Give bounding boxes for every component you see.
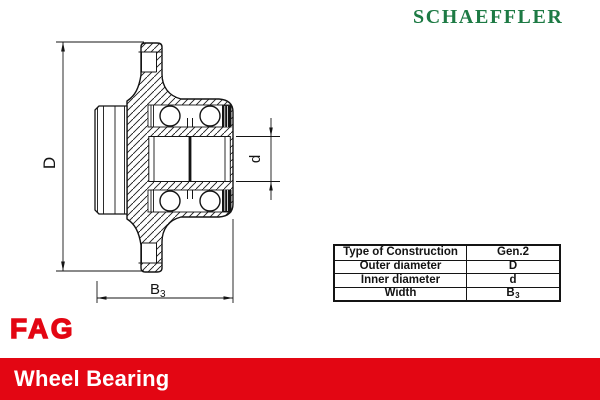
footer-bar [0, 358, 600, 400]
table-row [335, 273, 559, 287]
spec-label: Outer diameter [335, 261, 467, 274]
spec-value [467, 288, 559, 301]
label-width: B [150, 281, 161, 298]
spec-label: Inner diameter [335, 274, 467, 287]
table-row [335, 260, 559, 274]
flange-rim [95, 106, 127, 214]
bearing-assembly [148, 105, 231, 212]
spec-label: Type of Construction [335, 246, 467, 260]
product-title: Wheel Bearing [14, 366, 170, 391]
spec-value: d [509, 273, 517, 286]
label-outer-diameter: D [40, 156, 59, 170]
spec-value: D [508, 260, 518, 272]
spec-value: Gen.2 [497, 246, 529, 258]
inner-ring-joint [189, 137, 192, 182]
spec-value-text: B [506, 287, 515, 299]
label-width-subscript: 3 [160, 289, 166, 300]
spec-table [333, 244, 561, 302]
table-row [335, 246, 559, 260]
table-row [335, 287, 559, 301]
schaeffler-logo: SCHAEFFLER [413, 6, 564, 28]
fag-logo: FAG [10, 313, 76, 344]
spec-label: Width [335, 288, 467, 301]
label-inner-diameter: d [247, 154, 264, 164]
spec-value-subscript: 3 [515, 290, 520, 300]
